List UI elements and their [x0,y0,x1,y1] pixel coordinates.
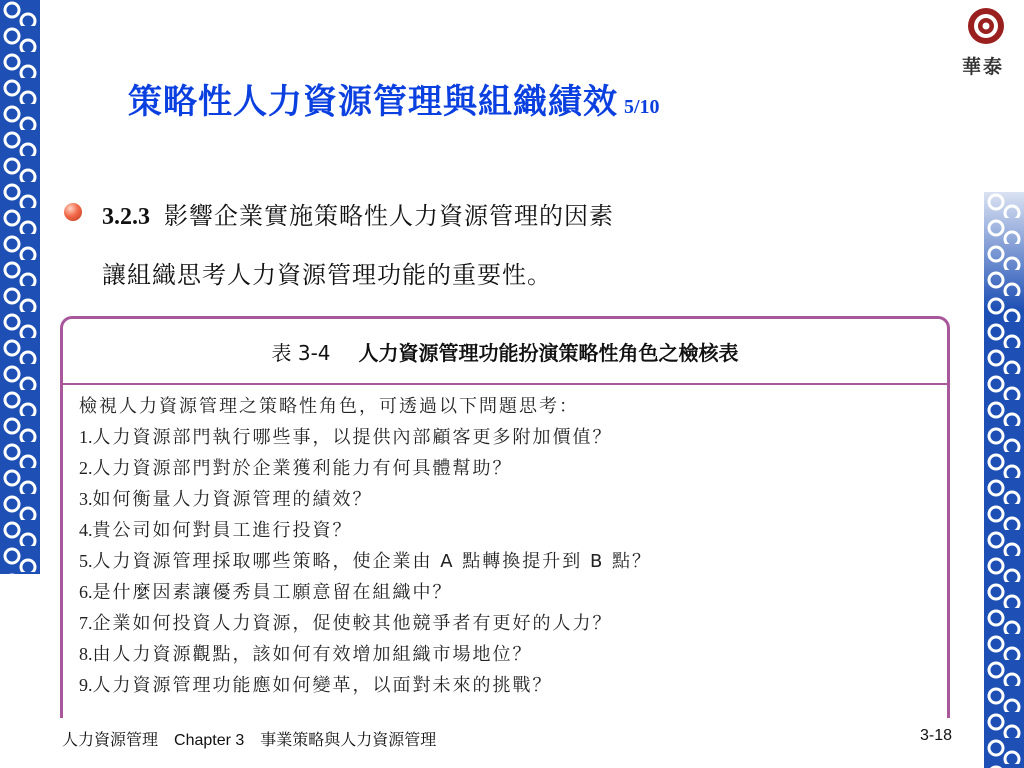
logo-text: 華泰 [962,56,1005,78]
footer-course [62,727,436,750]
item-number: 4. [79,520,93,540]
item-text: 由人力資源觀點，該如何有效增加組織市場地位？ [92,644,533,665]
list-item [79,422,947,453]
list-item [79,484,947,515]
item-text: 企業如何投資人力資源，促使較其他競爭者有更好的人力？ [92,613,613,634]
item-number: 3. [79,489,93,509]
table-title [271,337,738,366]
table-intro: 檢視人力資源管理之策略性角色，可透過以下問題思考： [79,396,579,417]
item-number: 7. [79,613,93,633]
list-item [79,546,947,577]
table-header [63,319,947,385]
table-title-text: 人力資源管理功能扮演策略性角色之檢核表 [358,340,739,365]
logo-mark-icon [966,6,1006,46]
footer-course-name: 人力資源管理 [62,730,159,749]
item-number: 2. [79,458,93,478]
item-number: 8. [79,644,93,664]
item-number: 6. [79,582,93,602]
item-text: 如何衡量人力資源管理的績效？ [92,489,373,510]
table-number: 表 3-4 [271,340,331,365]
right-border-fade [984,190,1024,310]
list-item [79,515,947,546]
slide-title [128,74,660,123]
list-item [79,670,947,701]
subsection-text: 讓組織思考人力資源管理功能的重要性。 [102,261,552,289]
publisher-logo [960,6,1020,80]
slide-title-text: 策略性人力資源管理與組織績效 [128,82,618,122]
subsection-heading-text: 影響企業實施策略性人力資源管理的因素 [164,202,614,230]
list-item [79,453,947,484]
item-number: 5. [79,551,93,571]
item-text: 是什麼因素讓優秀員工願意留在組織中？ [92,582,453,603]
item-text: 貴公司如何對員工進行投資？ [92,520,353,541]
item-number: 9. [79,675,93,695]
subsection-heading [102,196,614,231]
bullet-icon [64,203,82,221]
left-decorative-border [0,0,40,574]
list-item [79,577,947,608]
item-text: 人力資源管理功能應如何變革，以面對未來的挑戰？ [92,675,553,696]
item-text: 人力資源部門執行哪些事，以提供內部顧客更多附加價值？ [92,427,613,448]
subsection-number: 3.2.3 [102,204,150,230]
footer-chapter: Chapter 3 [174,732,245,749]
item-number: 1. [79,427,93,447]
item-text: 人力資源部門對於企業獲利能力有何具體幫助？ [92,458,513,479]
slide-counter: 5/10 [624,96,660,118]
footer-page-number: 3-18 [920,727,953,744]
item-text: 人力資源管理採取哪些策略，使企業由 A 點轉換提升到 B 點？ [92,551,653,572]
checklist-table [60,316,950,718]
table-body [63,385,947,701]
list-item [79,639,947,670]
list-item [79,608,947,639]
footer-chapter-title: 事業策略與人力資源管理 [260,730,437,749]
